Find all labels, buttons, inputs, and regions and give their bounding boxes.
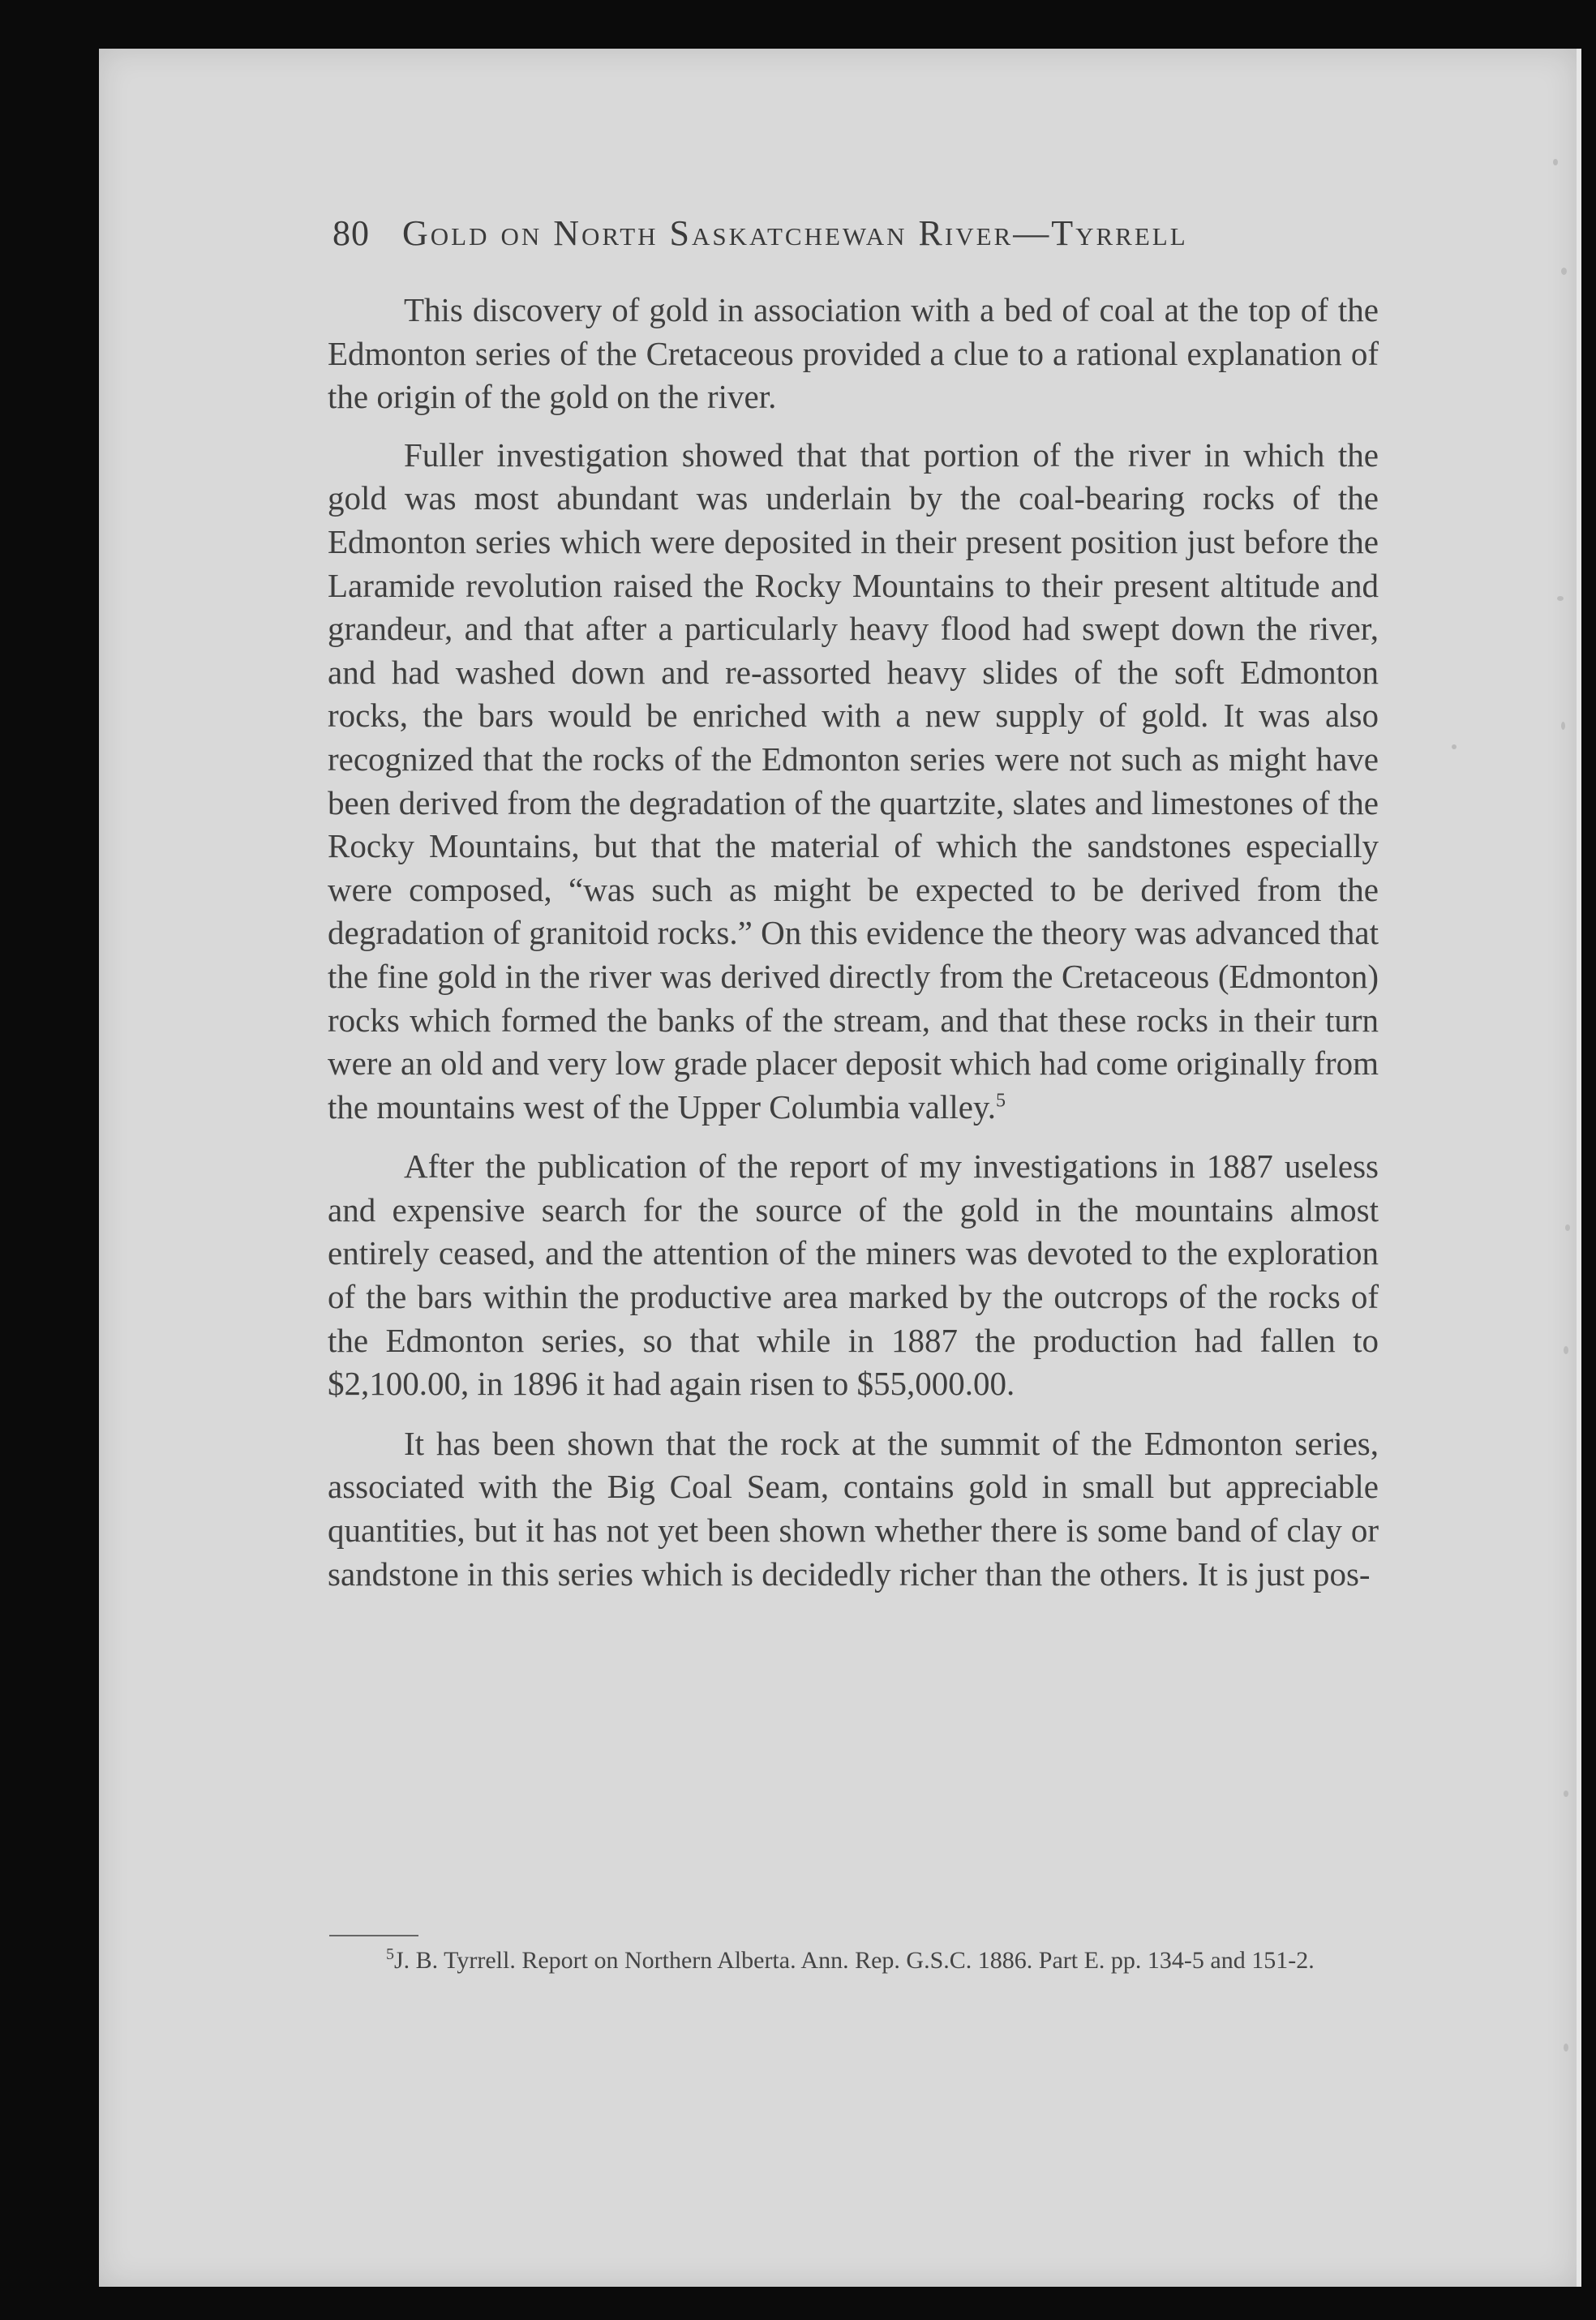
footnote-rule	[329, 1935, 418, 1936]
paragraph-4: It has been shown that the rock at the summit of the Edmonton series, associated with the Big Coal Seam, contains gold in small but appreciable quantities, but it has not yet been shown whether there is some band of clay or sandstone in this series which is decidedly richer than the others. It is just pos-	[328, 1424, 1379, 1593]
scan-speck	[1557, 596, 1564, 601]
scan-speck	[1564, 1346, 1568, 1354]
paragraph-3: After the publication of the report of my investigations in 1887 useless and expensive search for the source of the gold in the mountains almost entirely ceased, and the attention of the miners was devoted to the exploration of the bars within the productive area marked by the outcrops of the rocks of the Edmonton series, so that while in 1887 the production had fallen to $2,100.00, in 1896 it had again risen to $55,000.00.	[328, 1147, 1379, 1403]
footnote-reference: 5	[996, 1090, 1006, 1112]
page-edge	[1577, 49, 1581, 2287]
footnote-mark: 5	[386, 1945, 394, 1963]
paragraph-1: This discovery of gold in association with a bed of coal at the top of the Edmonton series of the Cretaceous provided a clue to a rational explanation of the origin of the gold on the river.	[328, 291, 1379, 416]
scan-speck	[1553, 159, 1558, 165]
scan-speck	[1564, 1790, 1568, 1797]
running-title: Gold on North Saskatchewan River—Tyrrell	[402, 213, 1188, 253]
footnote	[329, 1945, 1384, 1977]
page-number: 80	[332, 213, 370, 253]
footnote-text: J. B. Tyrrell. Report on Northern Alberta. Ann. Rep. G.S.C. 1886. Part E. pp. 134-5 and 151-2.	[394, 1947, 1315, 1974]
scan-speck	[1561, 722, 1565, 730]
body-text	[328, 289, 1379, 1612]
paragraph-2	[328, 434, 1379, 1130]
scan-speck	[1564, 2043, 1568, 2052]
running-header	[332, 212, 1281, 254]
scan-speck	[1452, 744, 1457, 749]
scan-speck	[1565, 1224, 1570, 1231]
paragraph-2-text: Fuller investigation showed that that portion of the river in which the gold was most abundant was underlain by the coal-bearing rocks of the Edmonton series which were deposited in their present position just before the Laramide revolution raised the Rocky Mountains to their present altitude and grandeur, and that after a particularly heavy flood had swept down the river, and had washed down and re-assorted heavy slides of the soft Edmonton rocks, the bars would be enriched with a new supply of gold. It was also recognized that the rocks of the Edmonton series were not such as might have been derived from the degradation of the quartzite, slates and limestones of the Rocky Mountains, but that the material of which the sandstones especially were composed, “was such as might be expected to be derived from the degradation of granitoid rocks.” On this evidence the theory was advanced that the fine gold in the river was derived directly from the Cretaceous (Edmonton) rocks which formed the banks of the stream, and that these rocks in their turn were an old and very low grade placer deposit which had come originally from the mountains west of the Upper Columbia valley.	[328, 435, 1379, 1126]
scan-speck	[1561, 268, 1567, 275]
